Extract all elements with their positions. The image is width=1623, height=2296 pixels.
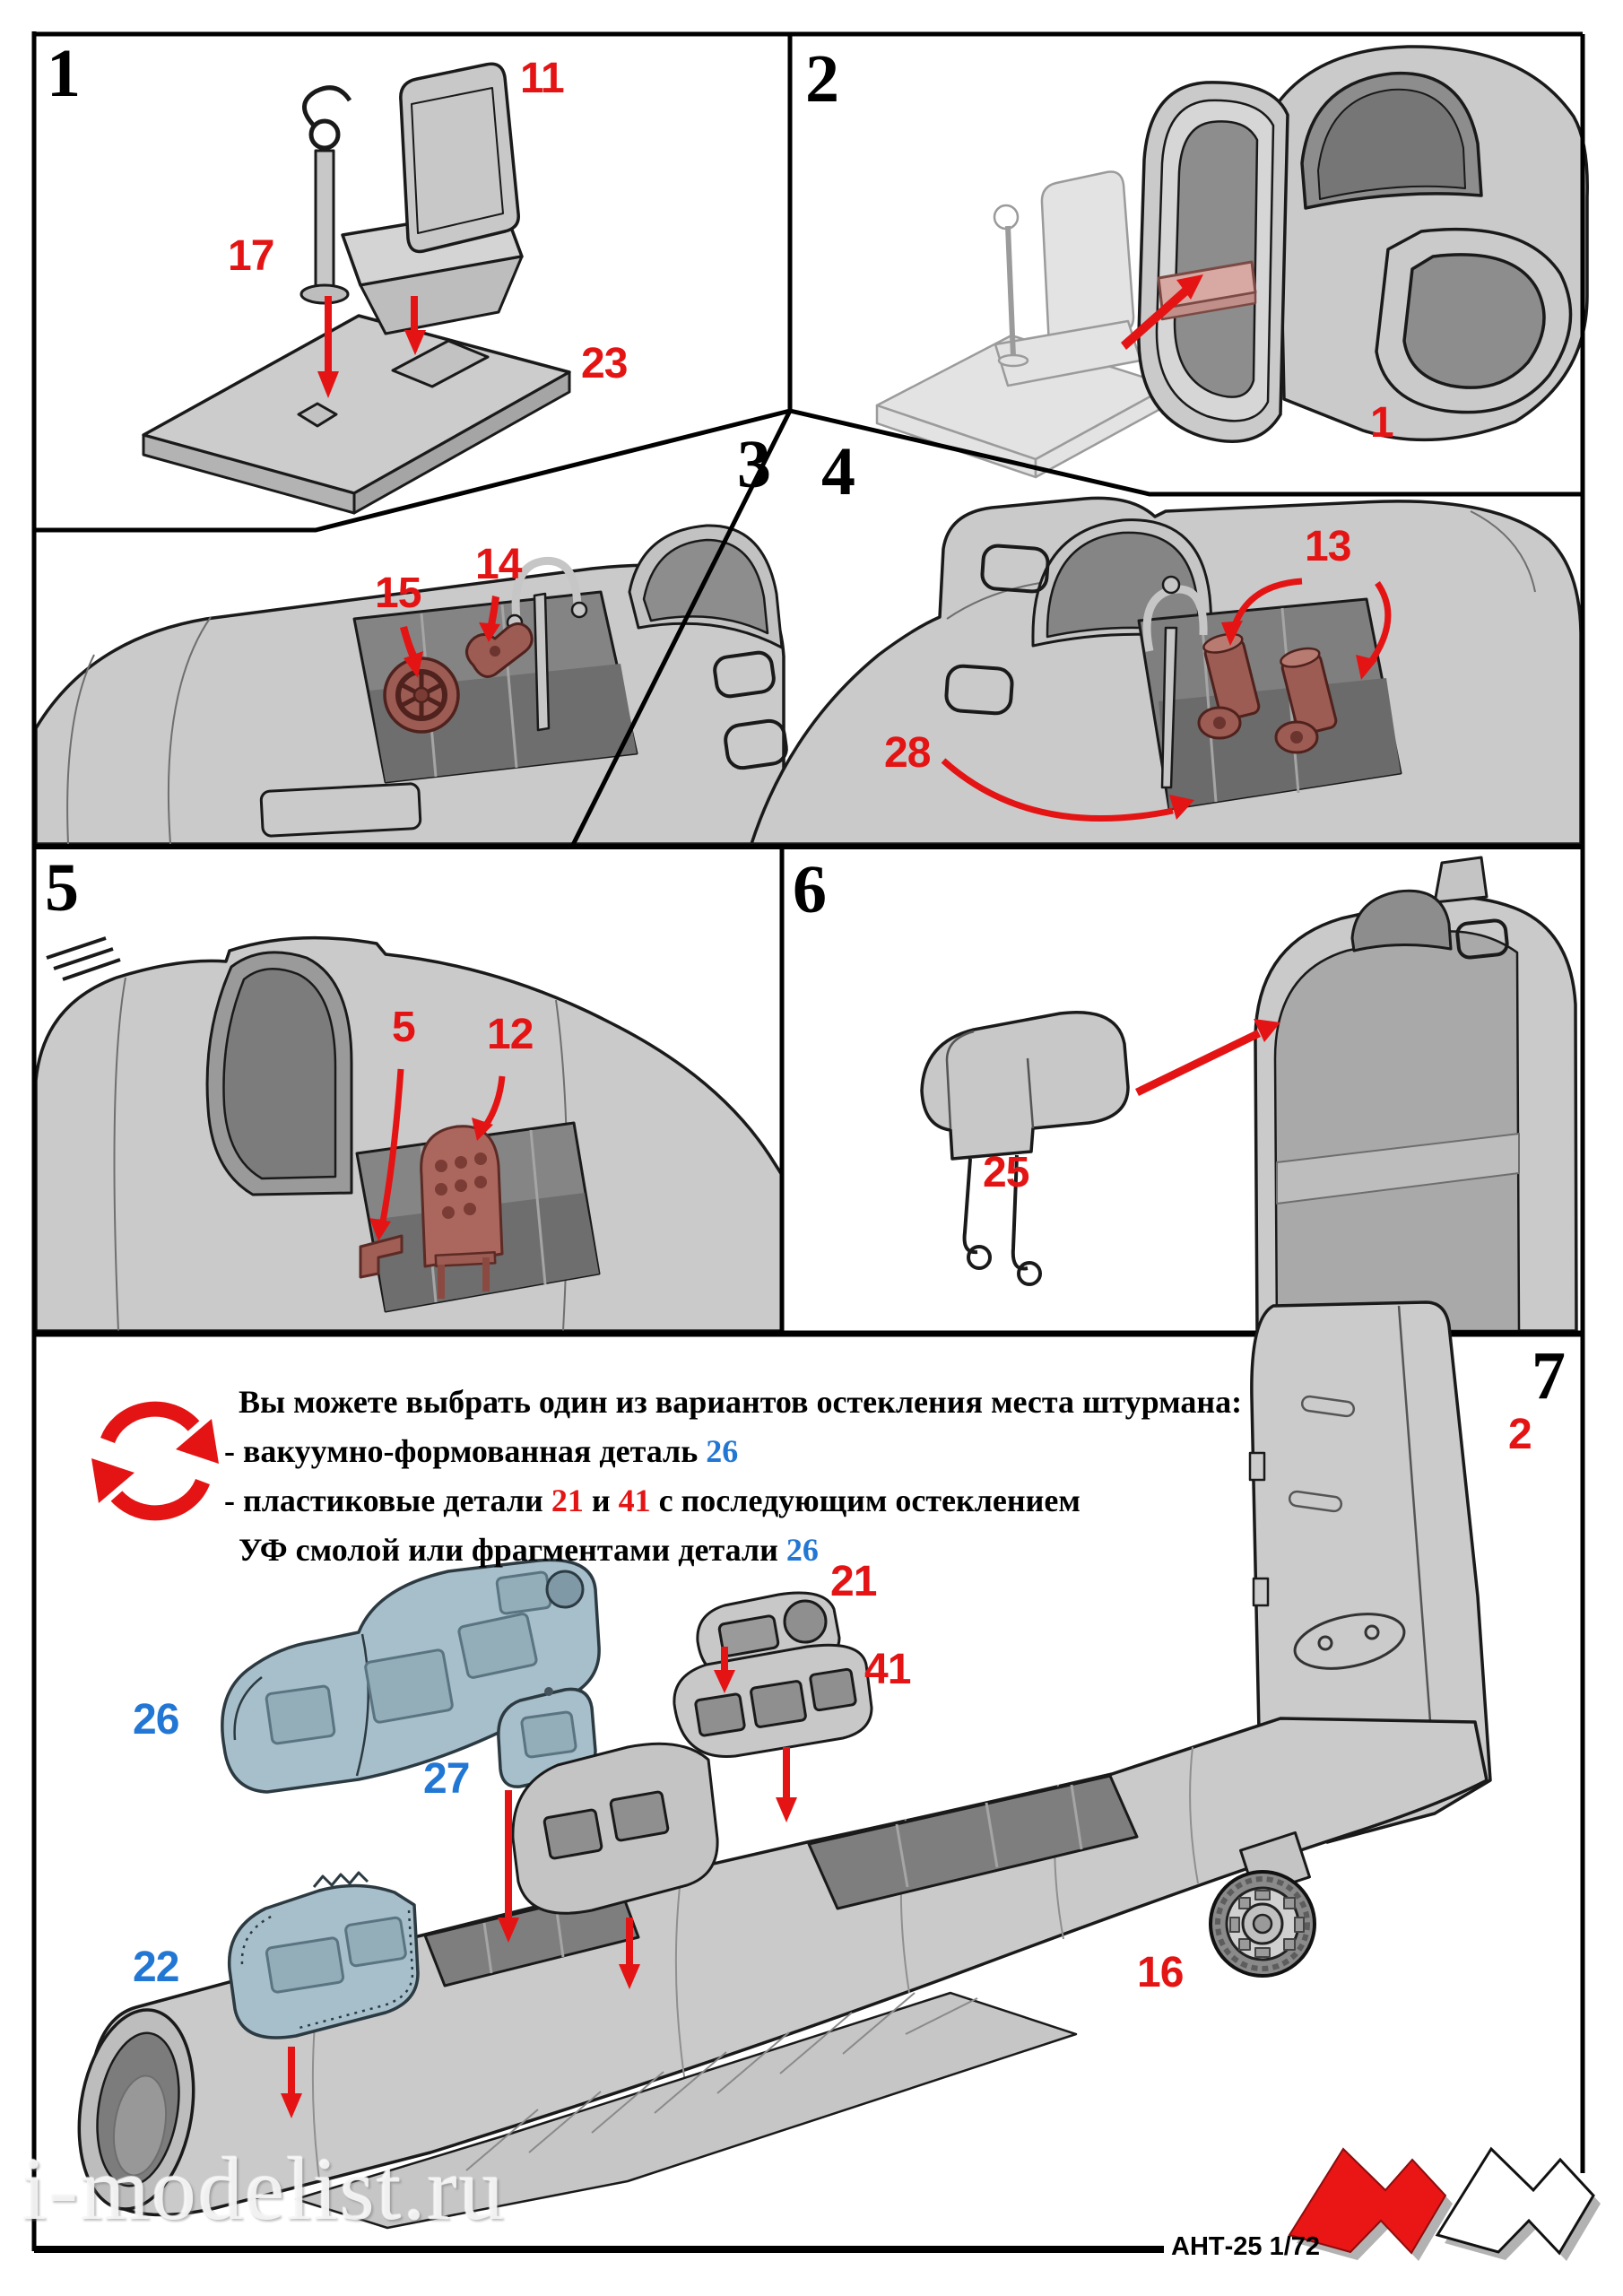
- step-1-number: 1: [47, 36, 81, 111]
- glazing-options-note: [224, 1378, 1255, 1575]
- part-label-2: 2: [1508, 1411, 1532, 1458]
- note-line-2: [224, 1427, 1255, 1476]
- part-label-21: 21: [830, 1558, 877, 1605]
- part-label-28: 28: [884, 729, 931, 777]
- note-line-3-part2: 41: [618, 1483, 651, 1518]
- step-4-number: 4: [821, 434, 855, 509]
- part-label-13: 13: [1305, 523, 1351, 570]
- option-cycle-icon: [91, 1409, 219, 1513]
- note-line-4-text: УФ смолой или фрагментами детали: [239, 1532, 786, 1568]
- step-6-number: 6: [793, 852, 827, 927]
- part-label-27: 27: [423, 1755, 470, 1803]
- note-line-3: [224, 1476, 1255, 1526]
- note-line-2-part: 26: [706, 1433, 739, 1469]
- part-label-22: 22: [133, 1944, 179, 1991]
- part-label-15: 15: [375, 570, 421, 617]
- note-line-2-text: - вакуумно-формованная деталь: [224, 1433, 707, 1469]
- step1-illustration: [143, 64, 569, 513]
- note-line-3-text2: и: [583, 1483, 619, 1518]
- note-line-3-text1: - пластиковые детали: [224, 1483, 551, 1518]
- watermark-text: i-modelist.ru: [22, 2139, 506, 2239]
- part-label-25: 25: [983, 1149, 1029, 1196]
- step-7-number: 7: [1532, 1338, 1566, 1413]
- part-label-14: 14: [475, 541, 522, 588]
- note-line-4-part: 26: [785, 1532, 819, 1568]
- part-label-11: 11: [520, 55, 564, 102]
- note-line-3-part1: 21: [551, 1483, 584, 1518]
- step4-illustration: [751, 498, 1581, 844]
- note-line-4: [224, 1526, 1255, 1575]
- part-label-1: 1: [1370, 399, 1393, 447]
- step-5-number: 5: [45, 850, 79, 926]
- part-label-5: 5: [392, 1004, 415, 1051]
- part-label-26: 26: [133, 1696, 179, 1744]
- step2-illustration: [877, 47, 1587, 477]
- note-line-3-text3: с последующим остеклением: [650, 1483, 1081, 1518]
- step-3-number: 3: [737, 427, 771, 502]
- part-label-41: 41: [864, 1646, 911, 1693]
- part-label-17: 17: [228, 232, 274, 280]
- kit-scale-label: АНТ-25 1/72: [1171, 2232, 1321, 2261]
- part-label-23: 23: [581, 340, 628, 387]
- step-2-number: 2: [805, 41, 839, 117]
- brand-logo: [1289, 2149, 1601, 2261]
- part-label-12: 12: [487, 1011, 534, 1058]
- part-label-16: 16: [1137, 1949, 1184, 1996]
- step6-illustration: [922, 857, 1576, 1331]
- step5-illustration: [36, 938, 782, 1331]
- note-line-1: Вы можете выбрать один из вариантов остекления места штурмана:: [239, 1384, 1243, 1420]
